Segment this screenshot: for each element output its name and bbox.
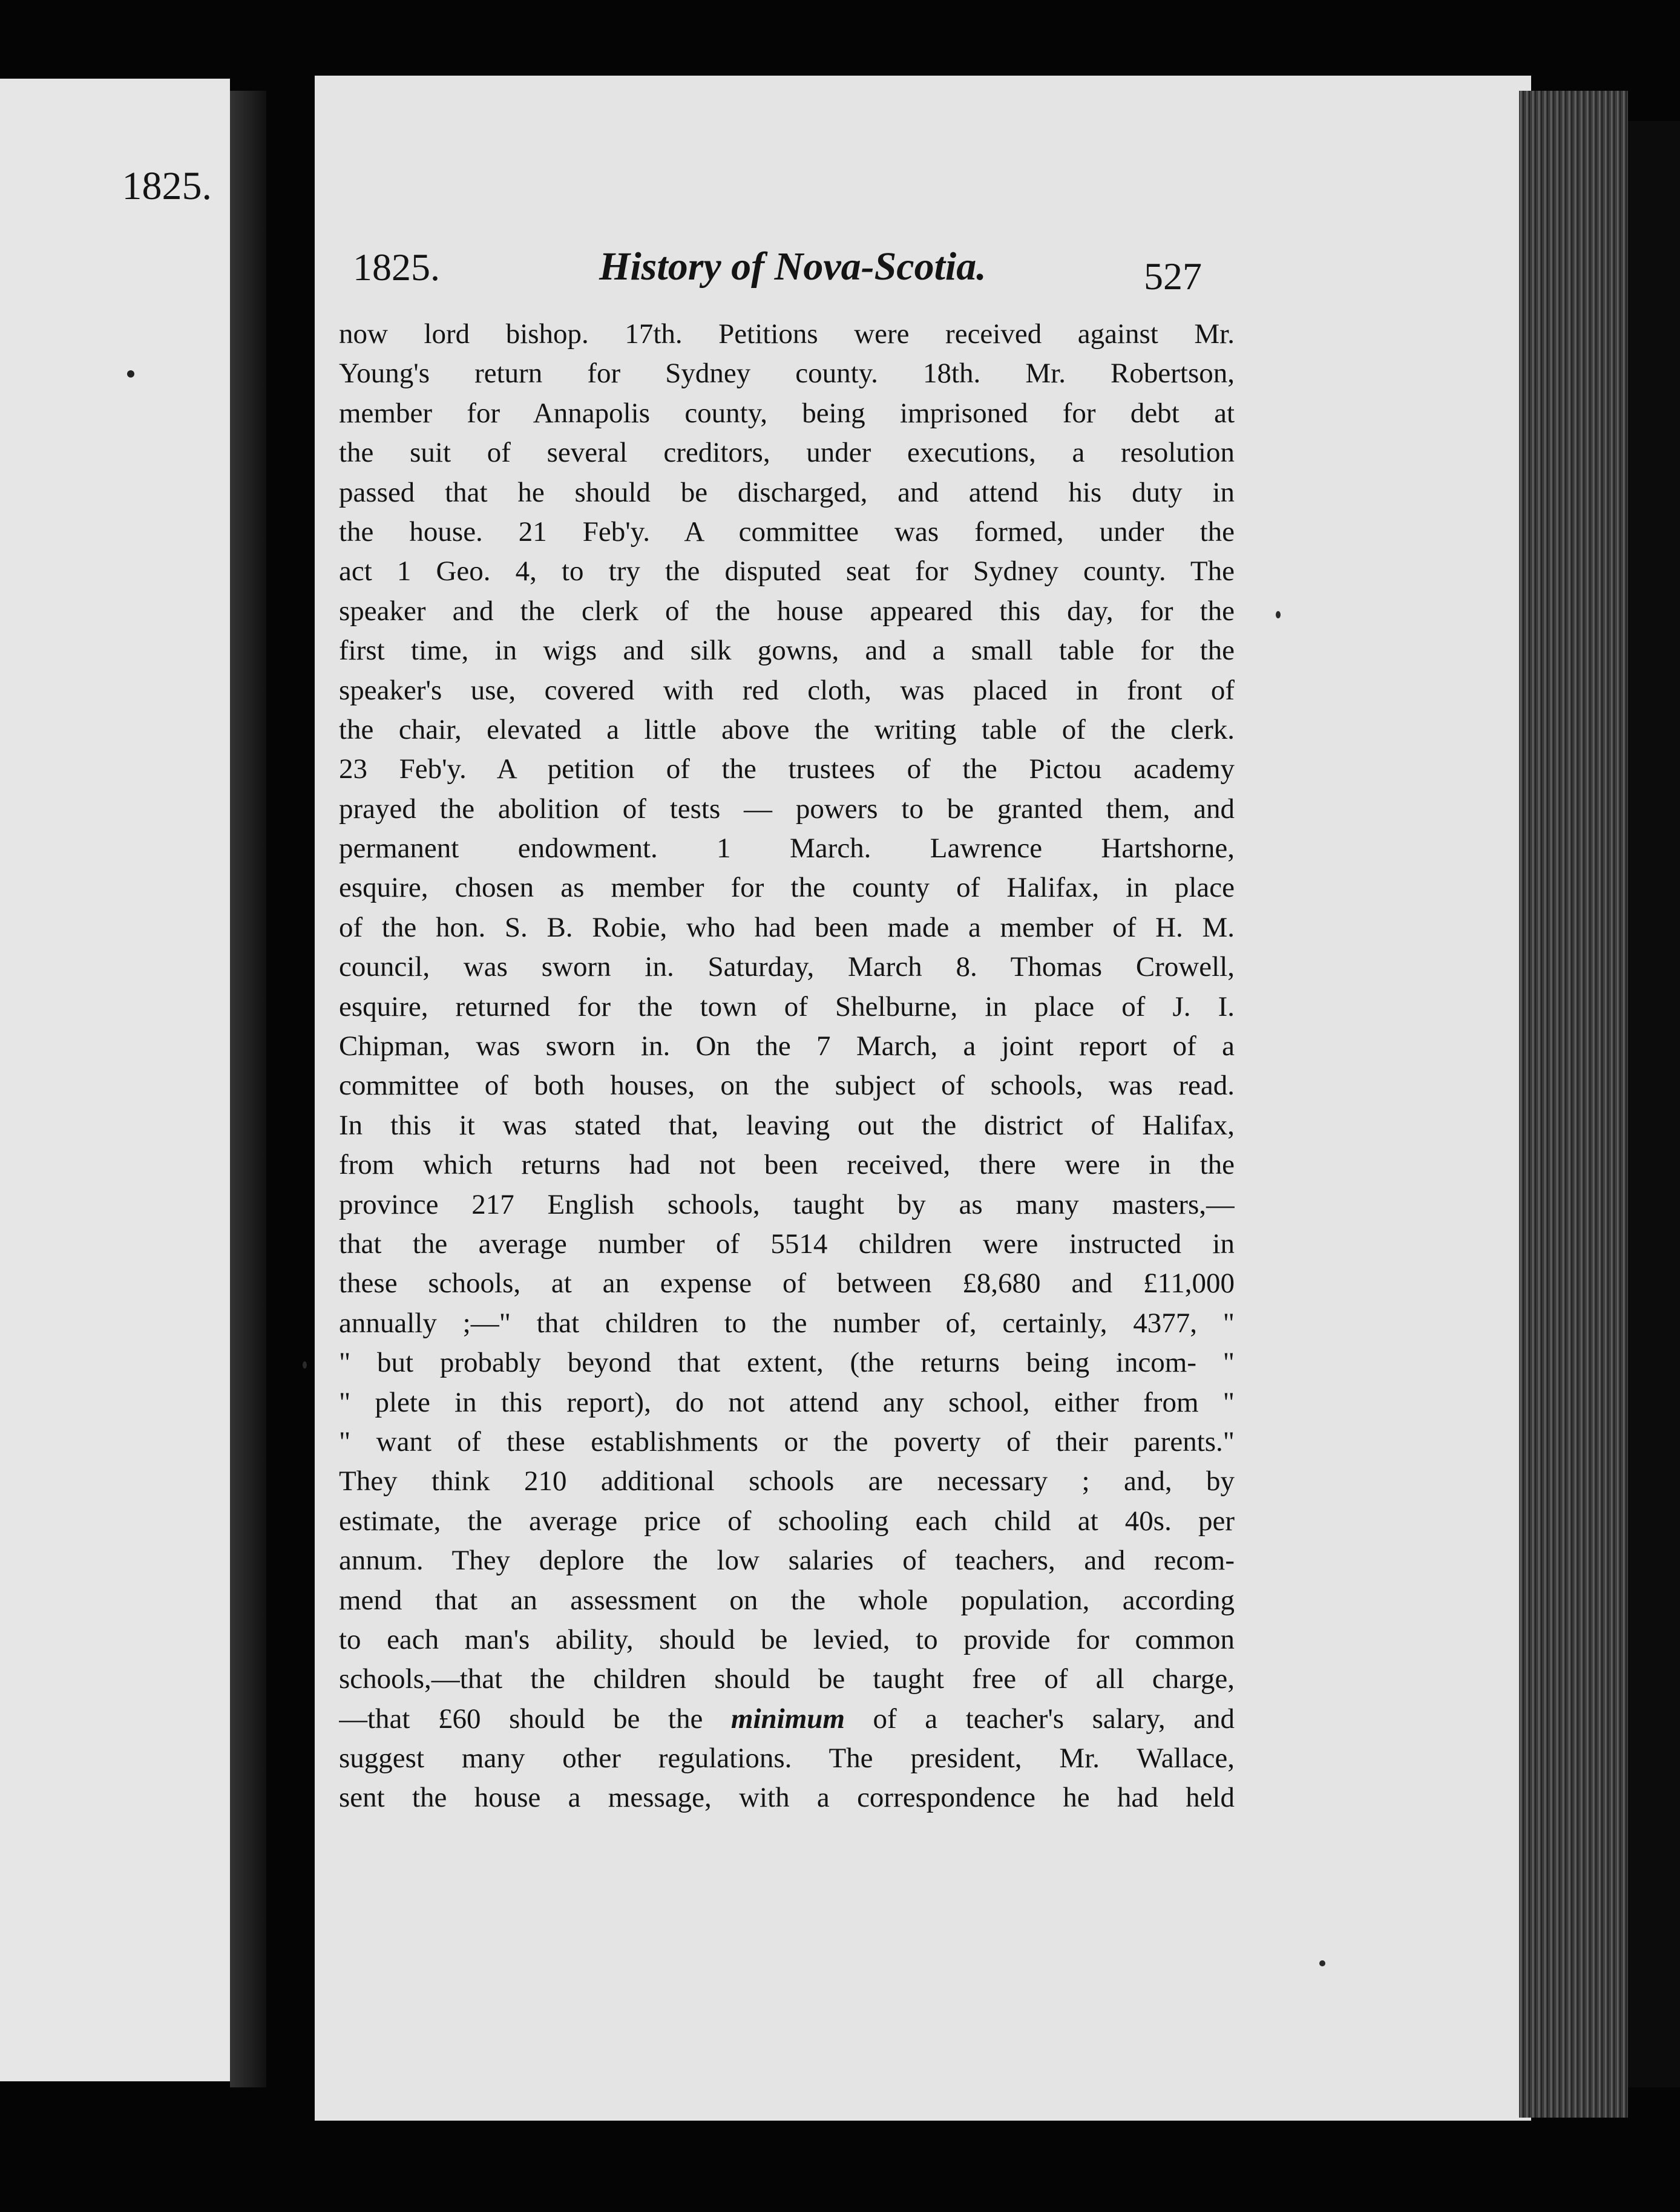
page-edges	[1519, 91, 1628, 2118]
text-line: " but probably beyond that extent, (the returns being incom- "	[339, 1347, 1235, 1379]
text-line: council, was sworn in. Saturday, March 8. Thomas Crowell,	[339, 951, 1235, 983]
text-line: sent the house a message, with a correspondence he had held	[339, 1782, 1235, 1814]
facing-page-folio: 1825.	[122, 164, 212, 208]
speck-mark	[303, 1361, 307, 1369]
text-line: They think 210 additional schools are necessary ; and, by	[339, 1465, 1235, 1497]
text-line: In this it was stated that, leaving out the district of Halifax,	[339, 1109, 1235, 1141]
text-line: to each man's ability, should be levied, to provide for common	[339, 1623, 1235, 1655]
text-line: mend that an assessment on the whole population, according	[339, 1584, 1235, 1616]
text-line: " want of these establishments or the poverty of their parents."	[339, 1425, 1235, 1458]
text-line: first time, in wigs and silk gowns, and a small table for the	[339, 635, 1235, 667]
page-body-text	[339, 315, 1235, 1818]
speck-mark	[1319, 1960, 1325, 1966]
text-line: speaker's use, covered with red cloth, was placed in front of	[339, 674, 1235, 706]
running-head-year: 1825.	[353, 246, 440, 289]
text-line: prayed the abolition of tests — powers to be granted them, and	[339, 793, 1235, 825]
text-line: now lord bishop. 17th. Petitions were received against Mr.	[339, 318, 1235, 350]
page-number: 527	[1144, 255, 1202, 298]
text-line: the suit of several creditors, under executions, a resolution	[339, 437, 1235, 469]
running-head-title: History of Nova-Scotia.	[599, 244, 986, 289]
text-line: suggest many other regulations. The president, Mr. Wallace,	[339, 1742, 1235, 1775]
text-line: esquire, returned for the town of Shelburne, in place of J. I.	[339, 990, 1235, 1023]
text-line: act 1 Geo. 4, to try the disputed seat for Sydney county. The	[339, 555, 1235, 587]
text-line: speaker and the clerk of the house appeared this day, for the	[339, 595, 1235, 627]
text-line: of the hon. S. B. Robie, who had been made a member of H. M.	[339, 911, 1235, 943]
text-line: annum. They deplore the low salaries of teachers, and recom-	[339, 1545, 1235, 1577]
speck-mark	[1276, 611, 1281, 618]
text-line: esquire, chosen as member for the county of Halifax, in place	[339, 872, 1235, 904]
text-line: " plete in this report), do not attend any school, either from "	[339, 1386, 1235, 1418]
text-line: these schools, at an expense of between £8,680 and £11,000	[339, 1268, 1235, 1300]
text-line: schools,—that the children should be taught free of all charge,	[339, 1663, 1235, 1695]
text-line: annually ;—" that children to the number of, certainly, 4377, "	[339, 1307, 1235, 1339]
gutter-shadow	[230, 91, 266, 2087]
text-line: province 217 English schools, taught by as many masters,—	[339, 1188, 1235, 1220]
text-line: member for Annapolis county, being imprisoned for debt at	[339, 397, 1235, 429]
text-line: the house. 21 Feb'y. A committee was formed, under the	[339, 515, 1235, 548]
text-line: estimate, the average price of schooling each child at 40s. per	[339, 1505, 1235, 1537]
text-line: permanent endowment. 1 March. Lawrence Hartshorne,	[339, 833, 1235, 865]
text-line: Young's return for Sydney county. 18th. Mr. Robertson,	[339, 358, 1235, 390]
text-line: from which returns had not been received, there were in the	[339, 1149, 1235, 1181]
book-edge-shadow	[1628, 121, 1680, 2087]
text-line: passed that he should be discharged, and attend his duty in	[339, 476, 1235, 508]
text-line: the chair, elevated a little above the writing table of the clerk.	[339, 713, 1235, 745]
text-line: that the average number of 5514 children were instructed in	[339, 1228, 1235, 1260]
text-line: 23 Feb'y. A petition of the trustees of the Pictou academy	[339, 753, 1235, 785]
text-line: —that £60 should be the minimum of a teacher's salary, and	[339, 1703, 1235, 1735]
facing-page	[0, 79, 230, 2081]
text-line: committee of both houses, on the subject of schools, was read.	[339, 1070, 1235, 1102]
text-line: Chipman, was sworn in. On the 7 March, a joint report of a	[339, 1030, 1235, 1062]
bullet-mark	[127, 370, 134, 378]
